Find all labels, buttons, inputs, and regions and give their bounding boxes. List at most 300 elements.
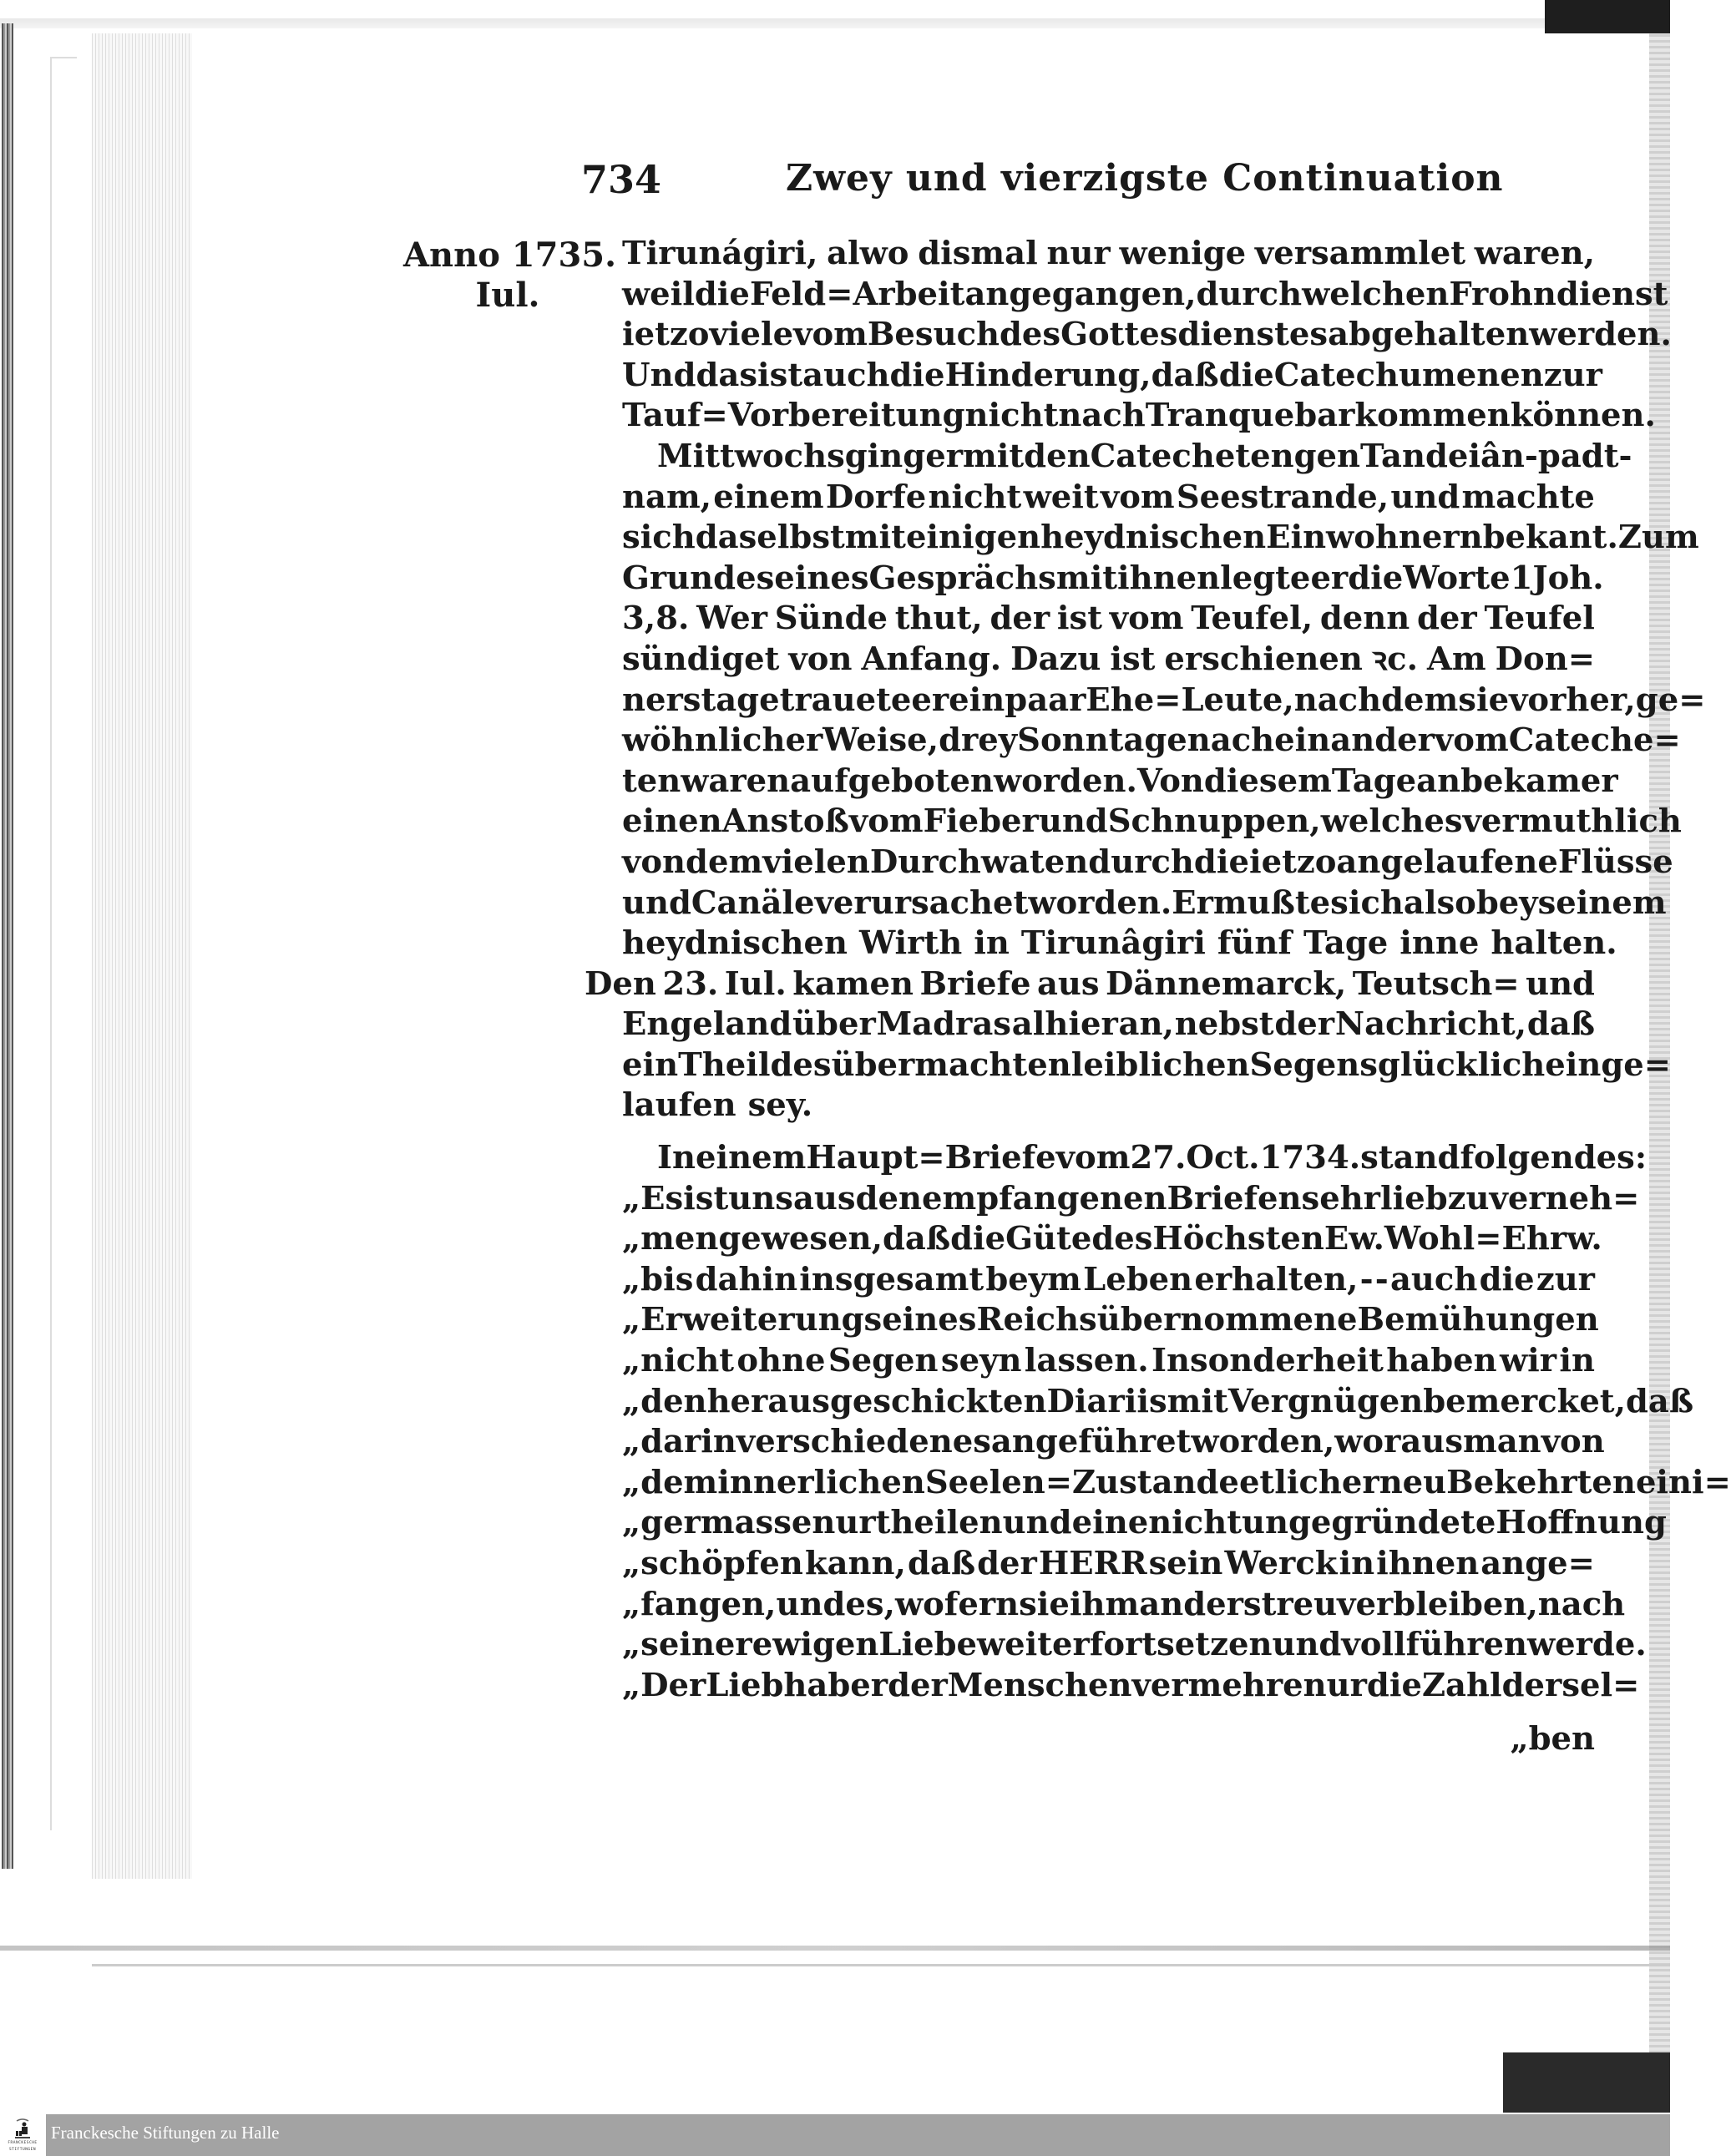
word: Don= [1495,640,1595,678]
word: Haupt=Briefe [806,1139,1056,1177]
word: Leben [1083,1260,1193,1298]
page-bottom-edge-lower [92,1964,1670,1966]
text-line [622,681,1706,721]
word: inne [1399,924,1480,963]
word: sehr [1301,1179,1380,1217]
word: waren, [1474,235,1595,272]
text-line [622,315,1672,356]
word: nicht [964,397,1059,435]
word: denn [1319,600,1410,638]
margin-note [403,235,617,316]
word: 23. [662,964,719,1003]
word: Tauf=Vorbereitung [622,397,965,435]
word: ist [683,1179,729,1217]
word: vom [1434,721,1509,760]
text-line [622,275,1668,316]
word: ihm [1069,1585,1140,1623]
word: weit [1023,478,1099,516]
word: Teutsch= [1352,964,1520,1003]
word: Teufel, [1191,600,1313,638]
word: in [1339,1545,1375,1582]
word: drey [939,721,1018,760]
word: seines [863,1301,977,1339]
word: wenige [1119,235,1247,272]
word: seyn [940,1342,1022,1380]
word: bekant. [1482,519,1618,557]
word: kann, [804,1545,906,1582]
word: thut, [894,600,983,638]
margin-note-month: Iul. [475,276,540,315]
word: insgesamt [799,1260,984,1298]
word: Insonderheit [1151,1342,1384,1380]
text-line [622,1585,1626,1626]
word: Briefen [1167,1179,1302,1217]
word: Bemühungen [1357,1301,1599,1339]
word: Tirunâgiri [1020,924,1206,963]
text-line [622,234,1595,275]
text-line [622,1463,1731,1504]
word: mit [963,437,1025,475]
word: neu [1379,1463,1447,1501]
word: von [1541,1423,1605,1461]
word: verursachet [814,883,1029,922]
word: Anfang. [861,640,1002,678]
page-bottom-edge [0,1946,1670,1951]
word: „seiner [622,1626,752,1664]
word: erhalten, [1194,1260,1359,1298]
word: woraus [1334,1423,1463,1461]
word: etlicher [1238,1463,1379,1501]
word: einge= [1545,1045,1672,1084]
footer [0,2113,1670,2156]
word: ietzo [1248,843,1337,881]
word: Tranquebar [1145,397,1355,435]
word: „darin [622,1423,736,1461]
word: Ew. [1324,1220,1384,1258]
word: Weise, [822,721,939,760]
word: an [1416,762,1461,800]
word: Höchsten [1152,1220,1324,1258]
word: aufgeboten [790,762,994,800]
text-line [622,1138,1647,1179]
text-line [622,1422,1605,1463]
word: stand [1360,1139,1460,1177]
word: nach [1058,397,1146,435]
word: einen [622,802,722,841]
word: eine [1071,1504,1149,1542]
word: Güte [1005,1220,1092,1258]
word: heydnischen [622,924,848,963]
word: empfangenen [921,1179,1167,1217]
word: worden. [1028,883,1172,922]
word: uns [728,1179,793,1217]
word: durch [1088,843,1194,881]
word: Anstoß [721,802,849,841]
word: er [1580,762,1618,800]
book-page-stack [0,23,200,1869]
word: Joh. [1532,559,1604,597]
text-line [622,721,1681,762]
word: Engeland [622,1005,792,1044]
word: Reichs [976,1301,1097,1339]
word: daß [883,1220,951,1258]
word: leiblichen [1070,1045,1250,1084]
word: des [770,1045,832,1084]
word: diesem [1203,762,1332,800]
word: der [977,1545,1037,1582]
word: Canäle [691,883,815,922]
word: ein [622,1045,679,1084]
text-line [622,843,1673,883]
word: gen [1293,437,1361,475]
word: sein [1148,1545,1223,1582]
word: können. [1510,397,1656,435]
word: halten. [1491,924,1617,963]
word: Dazu [1010,640,1101,678]
text-line [622,640,1595,681]
catchword-text: „ben [1510,1720,1595,1759]
word: „bis [622,1260,694,1298]
word: viele [709,316,794,354]
institution-logo [0,2113,45,2156]
word: daß [907,1545,976,1582]
text-line [622,1045,1672,1086]
word: mit [844,519,906,557]
word: nach [1537,1585,1626,1623]
word: den [855,1179,922,1217]
word: Ehe=Leute, [1086,681,1294,719]
word: und [1390,478,1460,516]
word: in [1559,1342,1595,1380]
word: und [622,883,691,922]
word: 1 [1510,559,1533,597]
word: wir [1499,1342,1556,1380]
word: In [657,1139,696,1177]
word: Dorfe [825,478,927,516]
word: Sonntage [1017,721,1187,760]
margin-note-year: Anno 1735. [403,235,617,275]
word: Zum [1617,519,1699,557]
word: Catechumenen [1273,356,1544,394]
word: Fieber [923,802,1039,841]
word: vom [1100,478,1175,516]
word: „ger [622,1504,701,1542]
word: Durchwaten [869,843,1089,881]
word: Diariis [1046,1382,1167,1420]
word: Segen [828,1342,939,1380]
page-top-edge [0,18,1545,28]
word: „Es [622,1179,684,1217]
word: ist [757,356,803,394]
word: vom [1055,1139,1131,1177]
footer-bar [46,2114,1670,2156]
word: Tage [1303,924,1389,963]
word: HERR [1038,1545,1147,1582]
word: nachdem [1293,681,1459,719]
word: Teufel [1484,600,1595,638]
word: er [911,681,949,719]
word: Bekehrten [1446,1463,1636,1501]
scan-background-corner [1545,0,1670,33]
word: die [1479,1260,1535,1298]
word: Flüsse [1557,843,1673,881]
logo-text-line1: FRANCKESCHE [8,2141,38,2145]
word: und [1002,1504,1072,1542]
word: angeführet [990,1423,1192,1461]
page-header [581,157,1504,207]
word: Iul. [724,964,787,1003]
text-line [622,883,1667,924]
word: Besuch [867,316,1000,354]
word: Tandeiân-padt- [1360,437,1632,475]
word: welches [1320,802,1463,841]
word: „Der [622,1666,706,1704]
word: übernommene [1096,1301,1358,1339]
word: die [1193,843,1249,881]
word: heraus [706,1382,830,1420]
word: Grunde [622,559,757,597]
word: seinem [1537,883,1667,922]
word: nicht [1148,1504,1243,1542]
word: beym [985,1260,1081,1298]
word: nebst [1174,1005,1274,1044]
word: die [950,1220,1006,1258]
word: paar [1005,681,1086,719]
word: wöhnlicher [622,721,823,760]
word: Wer [696,600,768,638]
word: verbleiben, [1337,1585,1538,1623]
body-text [585,234,1731,1760]
word: Am [1427,640,1486,678]
word: in [974,924,1010,963]
word: erschienen [1164,640,1363,678]
word: geschickten [829,1382,1047,1420]
word: machte [1461,478,1595,516]
word: Worte [1403,559,1511,597]
logo-text-line2: STIFTUNGEN [8,2148,37,2152]
word: wofern [894,1585,1020,1623]
word: dismal [918,235,1038,272]
word: Tage [1331,762,1417,800]
word: des [1091,1220,1153,1258]
word: Nachricht, [1334,1005,1527,1044]
word: Frohndienst [1449,275,1668,313]
word: heydnischen [1040,519,1267,557]
word: er [1310,559,1349,597]
word: - [1374,1260,1389,1298]
word: also [1403,883,1476,922]
word: vermehre [1131,1666,1303,1704]
word: eini= [1635,1463,1731,1501]
word: ungegründete [1242,1504,1496,1542]
word: sündiget [622,640,780,678]
word: Liebhaber [706,1666,888,1704]
book-inner-leaf [50,57,77,1830]
word: sich [622,519,696,557]
word: daß [1626,1382,1694,1420]
word: Gottesdienstes [1060,316,1329,354]
word: Einwohnern [1266,519,1483,557]
running-title: Zwey und vierzigste Continuation [786,157,1504,200]
word: gewesen, [718,1220,883,1258]
word: worden, [1191,1423,1335,1461]
word: welchen [1302,275,1450,313]
word: die [1348,559,1404,597]
word: nur [1303,1666,1367,1704]
word: kamen [792,964,914,1003]
word: - [1359,1260,1374,1298]
word: und [776,1585,846,1623]
word: vom [793,316,868,354]
word: nacheinander [1187,721,1435,760]
word: Vergnügen [1227,1382,1424,1420]
word: nam, [622,478,712,516]
word: Wohl=Ehrw. [1384,1220,1602,1258]
word: die [1366,1666,1422,1704]
word: der [1417,600,1477,638]
word: angegangen, [964,275,1197,313]
word: Werck [1224,1545,1338,1582]
scan-background-bottom-corner [1503,2052,1670,2113]
word: sey. [747,1086,813,1125]
paragraph-gap [622,1126,1595,1138]
word: Briefe [919,964,1031,1003]
text-line [622,1179,1640,1220]
word: bekam [1460,762,1581,800]
word: waren [681,762,791,800]
word: „Erweiterung [622,1301,864,1339]
word: daselbst [695,519,845,557]
word: bey [1475,883,1538,922]
text-line [622,924,1617,964]
word: Wirth [859,924,963,963]
text-line [622,1341,1595,1382]
word: „men [622,1220,719,1258]
word: vom [848,802,924,841]
word: des [1000,316,1061,354]
word: trauete [779,681,912,719]
word: Oct. [1186,1139,1260,1177]
word: übermachten [831,1045,1071,1084]
word: Den [585,964,656,1003]
text-line [585,964,1595,1005]
word: vielen [762,843,870,881]
text-line [622,1503,1667,1544]
word: sich [1330,883,1404,922]
word: verschiedenes [736,1423,991,1461]
word: Und [622,356,696,394]
word: angelaufene [1336,843,1558,881]
text-line [622,1260,1595,1301]
word: legte [1220,559,1311,597]
word: ten [622,762,681,800]
word: Madras [876,1005,1011,1044]
word: daß [1151,356,1219,394]
figure-icon [13,2118,32,2139]
word: dem [686,843,763,881]
word: vorher, [1509,681,1636,719]
word: alhier [1011,1005,1118,1044]
word: ange= [1480,1545,1595,1582]
word: 1734. [1259,1139,1361,1177]
word: ꝛc. [1371,640,1419,678]
word: daß [1526,1005,1595,1044]
word: Tirunágiri, [622,235,818,272]
word: einem [713,478,824,516]
word: die [1218,356,1274,394]
word: zur [1536,1260,1595,1298]
word: dersel= [1501,1666,1640,1704]
text-line [622,762,1618,802]
word: der [1274,1005,1335,1044]
word: 3,8. [622,600,690,638]
text-line [622,559,1604,600]
word: ge= [1635,681,1706,719]
word: Von [1136,762,1204,800]
word: einem [696,1139,807,1177]
word: es, [845,1585,895,1623]
word: worden. [993,762,1137,800]
word: vom [1109,600,1184,638]
word: ohne [736,1342,826,1380]
word: ist [1110,640,1156,678]
word: Seelen=Zustande [924,1463,1239,1501]
word: versammlet [1254,235,1465,272]
word: ist [1056,600,1102,638]
word: und [1038,802,1108,841]
text-line [622,1382,1694,1423]
word: die [889,356,945,394]
word: man [1463,1423,1541,1461]
word: ihnen [1117,559,1221,597]
word: alwo [827,235,909,272]
word: das [696,356,758,394]
text-line [622,518,1699,559]
word: Mittwochs [657,437,845,475]
text-line [622,1005,1595,1045]
word: kommen [1354,397,1511,435]
word: auch [1389,1260,1478,1298]
text-line [622,1625,1647,1666]
word: „fangen, [622,1585,777,1623]
word: ging [844,437,926,475]
word: zur [1543,356,1602,394]
word: Zahl [1421,1666,1502,1704]
word: nerstage [622,681,780,719]
word: Catecheten [1090,437,1294,475]
word: werde. [1526,1626,1647,1664]
word: werden. [1529,316,1672,354]
word: er [925,437,963,475]
word: innerlichen [717,1463,925,1501]
word: „schöpfen [622,1545,803,1582]
word: Hinderung, [944,356,1151,394]
text-line [622,1219,1602,1260]
word: sie [1458,681,1510,719]
word: durch [1196,275,1303,313]
book-spine [2,23,13,1869]
word: Hoffnung [1496,1504,1667,1542]
institution-name: Franckesche Stiftungen zu Halle [51,2123,280,2143]
text-line [622,356,1602,397]
word: seines [756,559,869,597]
book-leaves [92,33,192,1879]
word: aus [792,1179,856,1217]
word: und [1526,964,1595,1003]
word: auch [802,356,890,394]
word: Feld=Arbeit [749,275,965,313]
word: Sünde [774,600,888,638]
